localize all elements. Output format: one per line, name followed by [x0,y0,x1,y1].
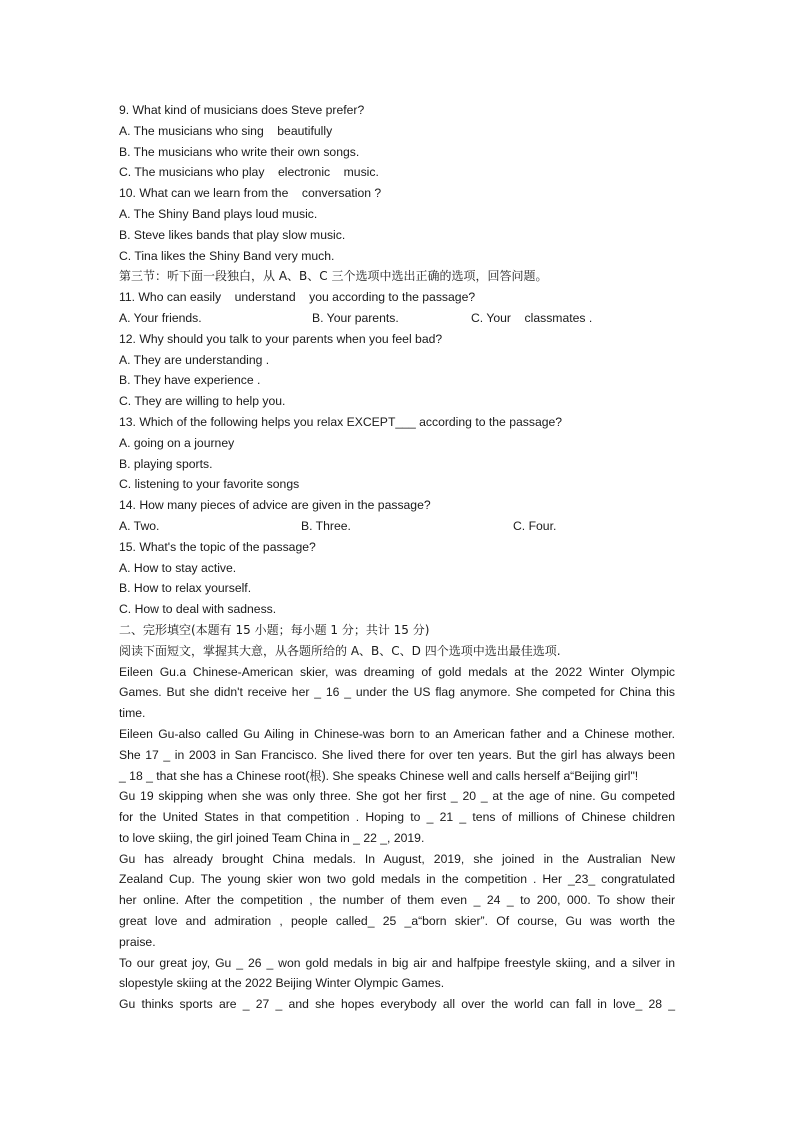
question-14-option-b: B. Three. [301,518,351,533]
cloze-p1-line-1: Eileen Gu.a Chinese-American skier, was dreaming of gold medals at the 2022 Winter Olympic [119,664,675,679]
question-11-options [119,308,675,329]
question-14-option-a: A. Two. [119,518,160,533]
cloze-paragraph-6 [119,994,675,1015]
question-12-stem: 12. Why should you talk to your parents when you feel bad? [119,331,443,346]
cloze-paragraph-4 [119,849,675,953]
cloze-p3-line-1: Gu 19 skipping when she was only three. She got her first _ 20 _ at the age of nine. Gu competed [119,789,675,804]
question-12-option-c: C. They are willing to help you. [119,394,286,409]
cloze-paragraph-3 [119,786,675,848]
question-15-option-b: B. How to relax yourself. [119,581,252,596]
question-10-option-c: C. Tina likes the Shiny Band very much. [119,248,335,263]
cloze-p6-line-1: Gu thinks sports are _ 27 _ and she hopes everybody all over the world can fall in love_ 28 _ [119,997,675,1012]
question-13-option-c: C. listening to your favorite songs [119,477,300,492]
question-15-stem: 15. What's the topic of the passage? [119,539,316,554]
question-11-option-c: C. Your classmates . [471,310,593,325]
cloze-p4-line-4: great love and admiration , people called_ 25 _a“born skier”. Of course, Gu was worth the [119,914,675,929]
question-12-option-b: B. They have experience . [119,373,261,388]
cloze-p3-line-3: to love skiing, the girl joined Team China in _ 22 _, 2019. [119,830,425,845]
cloze-p4-line-1: Gu has already brought China medals. In August, 2019, she joined in the Australian New [119,851,675,866]
cloze-p1-line-2: Games. But she didn't receive her _ 16 _ under the US flag anymore. She competed for China this [119,685,675,700]
question-9-option-c: C. The musicians who play electronic music. [119,165,379,180]
cloze-paragraph-1 [119,662,675,724]
cloze-p4-line-3: her online. After the competition , the number of them even _ 24 _ to 200, 000. To show their [119,893,675,908]
section-3-instruction: 第三节：听下面一段独白，从 A、B、C 三个选项中选出正确的选项，回答问题。 [119,269,548,284]
question-11-option-a: A. Your friends. [119,310,202,325]
cloze-p5-line-2: slopestyle skiing at the 2022 Beijing Winter Olympic Games. [119,976,445,991]
question-14-options [119,516,675,537]
question-13-stem: 13. Which of the following helps you relax EXCEPT___ according to the passage? [119,414,563,429]
cloze-p5-line-1: To our great joy, Gu _ 26 _ won gold medals in big air and halfpipe freestyle skiing, and a silver in [119,955,675,970]
cloze-p4-line-5: praise. [119,934,156,949]
cloze-p1-line-3: time. [119,706,146,721]
cloze-p2-line-1: Eileen Gu-also called Gu Ailing in Chinese-was born to an American father and a Chinese mother. [119,726,675,741]
page-content [119,100,675,1015]
question-15-option-c: C. How to deal with sadness. [119,602,277,617]
cloze-p2-line-3: _ 18 _ that she has a Chinese root(根). She speaks Chinese well and calls herself a“Beijing girl"! [119,768,639,783]
cloze-paragraph-5 [119,953,675,995]
question-10-stem: 10. What can we learn from the conversation ? [119,186,382,201]
question-14-option-c: C. Four. [513,518,557,533]
cloze-p3-line-2: for the United States in that competition . Hoping to _ 21 _ tens of millions of Chinese children [119,810,675,825]
question-11-option-b: B. Your parents. [312,310,399,325]
cloze-paragraph-2 [119,724,675,786]
question-9-stem: 9. What kind of musicians does Steve prefer? [119,103,365,117]
cloze-instruction: 阅读下面短文，掌握其大意，从各题所给的 A、B、C、D 四个选项中选出最佳选项. [119,643,561,658]
question-9-option-b: B. The musicians who write their own songs. [119,144,360,159]
question-13-option-a: A. going on a journey [119,435,235,450]
cloze-p2-line-2: She 17 _ in 2003 in San Francisco. She lived there for over ten years. But the girl has always been [119,747,675,762]
cloze-p4-line-2: Zealand Cup. The young skier won two gold medals in the competition . Her _23_ congratulated [119,872,675,887]
question-14-stem: 14. How many pieces of advice are given in the passage? [119,498,431,513]
question-9-option-a: A. The musicians who sing beautifully [119,123,333,138]
question-11-stem: 11. Who can easily understand you according to the passage? [119,290,476,305]
question-12-option-a: A. They are understanding . [119,352,270,367]
question-15-option-a: A. How to stay active. [119,560,237,575]
cloze-heading: 二、完形填空(本题有 15 小题；每小题 1 分；共计 15 分) [119,622,430,637]
question-13-option-b: B. playing sports. [119,456,213,471]
question-10-option-a: A. The Shiny Band plays loud music. [119,206,318,221]
question-10-option-b: B. Steve likes bands that play slow music. [119,227,346,242]
